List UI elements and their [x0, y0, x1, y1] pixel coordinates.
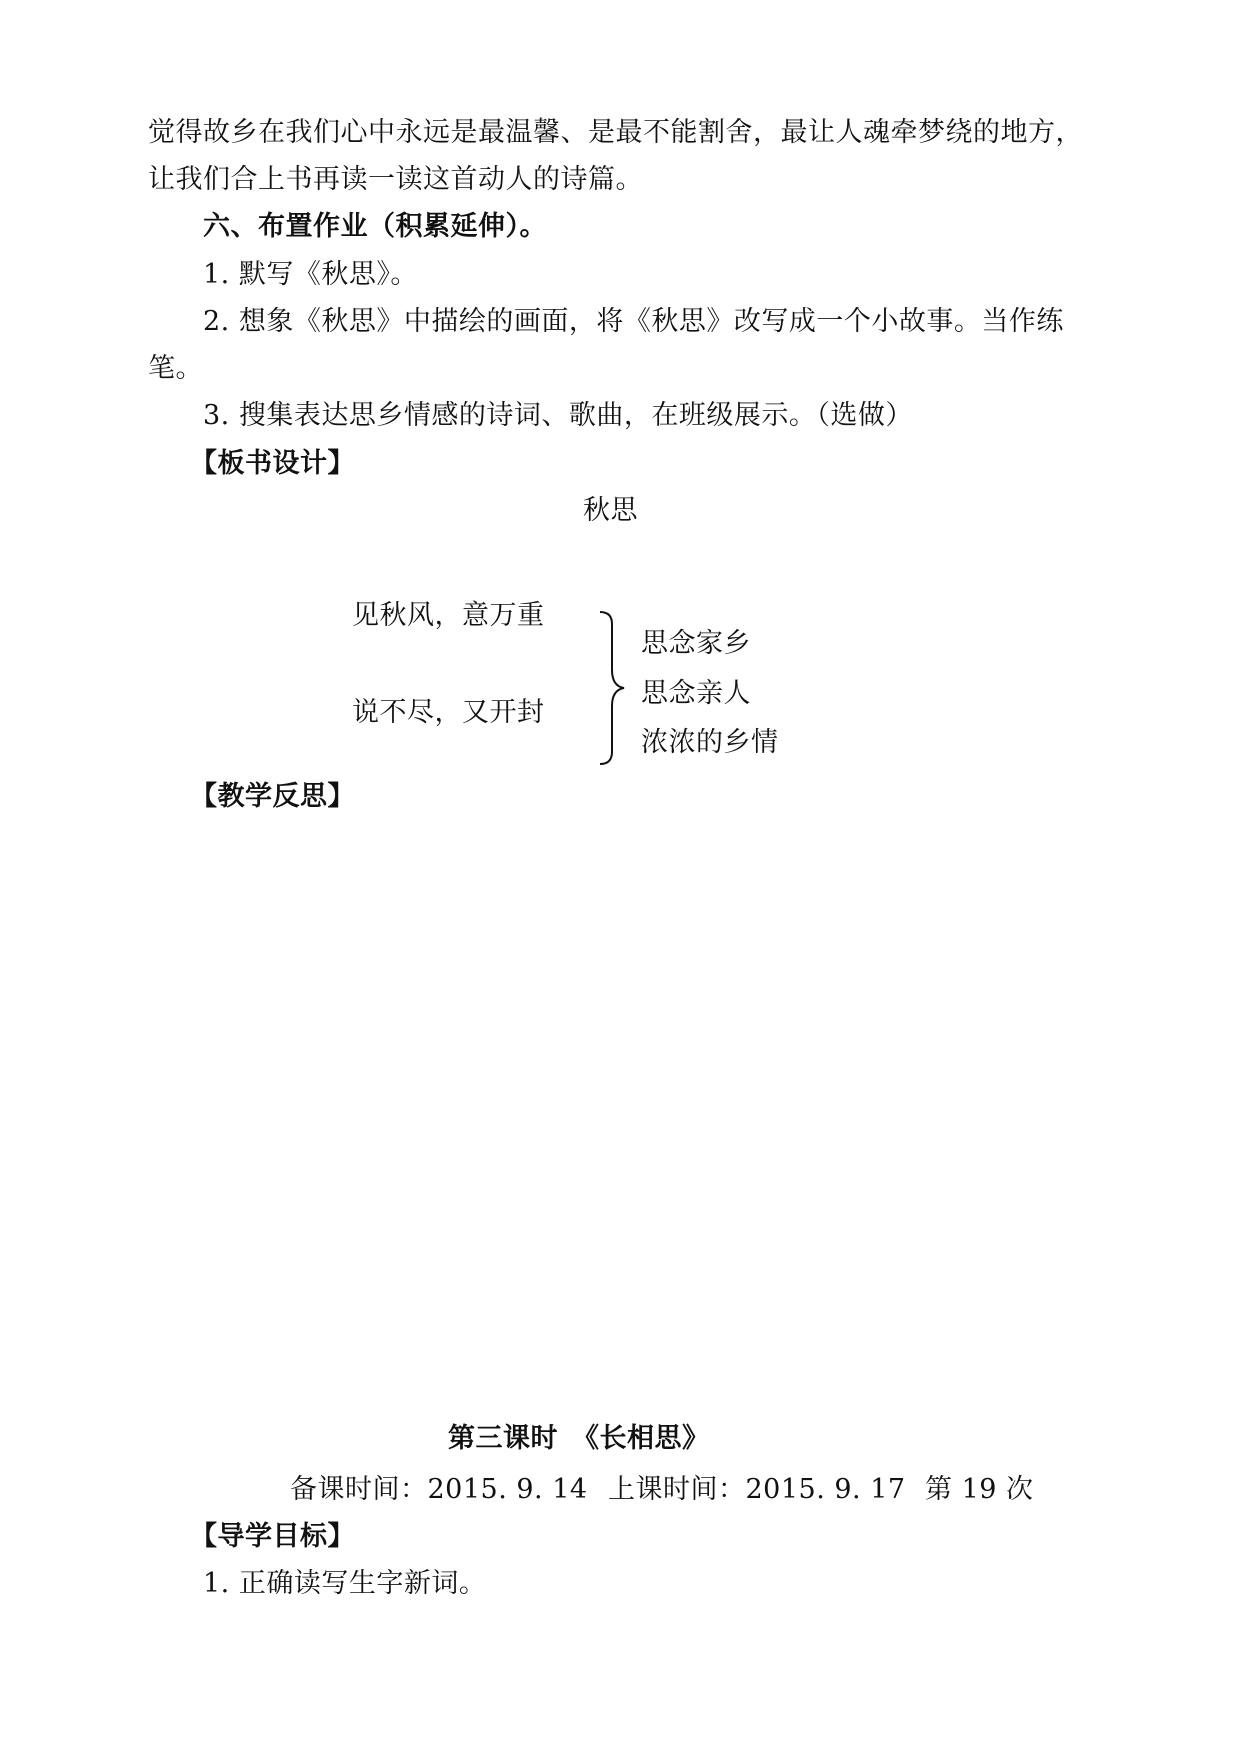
board-right-line-3: 浓浓的乡情	[641, 727, 779, 758]
lesson-title: 第三课时 《长相思》	[448, 1423, 710, 1454]
goal-item-1: 1. 正确读写生字新词。	[203, 1568, 487, 1599]
board-left-line-1: 见秋风，意万重	[352, 600, 545, 631]
homework-item-2-line-1: 2. 想象《秋思》中描绘的画面，将《秋思》改写成一个小故事。当作练	[203, 306, 1064, 337]
curly-brace-icon	[588, 608, 628, 768]
board-right-line-2: 思念亲人	[641, 678, 751, 709]
homework-heading: 六、布置作业（积累延伸）。	[203, 211, 547, 242]
class-time: 上课时间：2015. 9. 17	[608, 1474, 906, 1505]
board-design-heading: 【板书设计】	[190, 448, 355, 479]
lesson-count: 第 19 次	[925, 1474, 1034, 1505]
homework-item-3: 3. 搜集表达思乡情感的诗词、歌曲，在班级展示。（选做）	[203, 400, 913, 431]
board-right-line-1: 思念家乡	[641, 628, 751, 659]
board-left-line-2: 说不尽，又开封	[352, 697, 545, 728]
intro-line-1: 觉得故乡在我们心中永远是最温馨、是最不能割舍，最让人魂牵梦绕的地方，	[148, 117, 1083, 148]
guided-goals-heading: 【导学目标】	[190, 1521, 355, 1552]
homework-item-2-line-2: 笔。	[148, 353, 203, 384]
intro-line-2: 让我们合上书再读一读这首动人的诗篇。	[148, 164, 643, 195]
prep-time: 备课时间：2015. 9. 14	[290, 1474, 588, 1505]
homework-item-1: 1. 默写《秋思》。	[203, 259, 418, 290]
teaching-reflection-heading: 【教学反思】	[190, 781, 355, 812]
board-title: 秋思	[583, 495, 638, 526]
